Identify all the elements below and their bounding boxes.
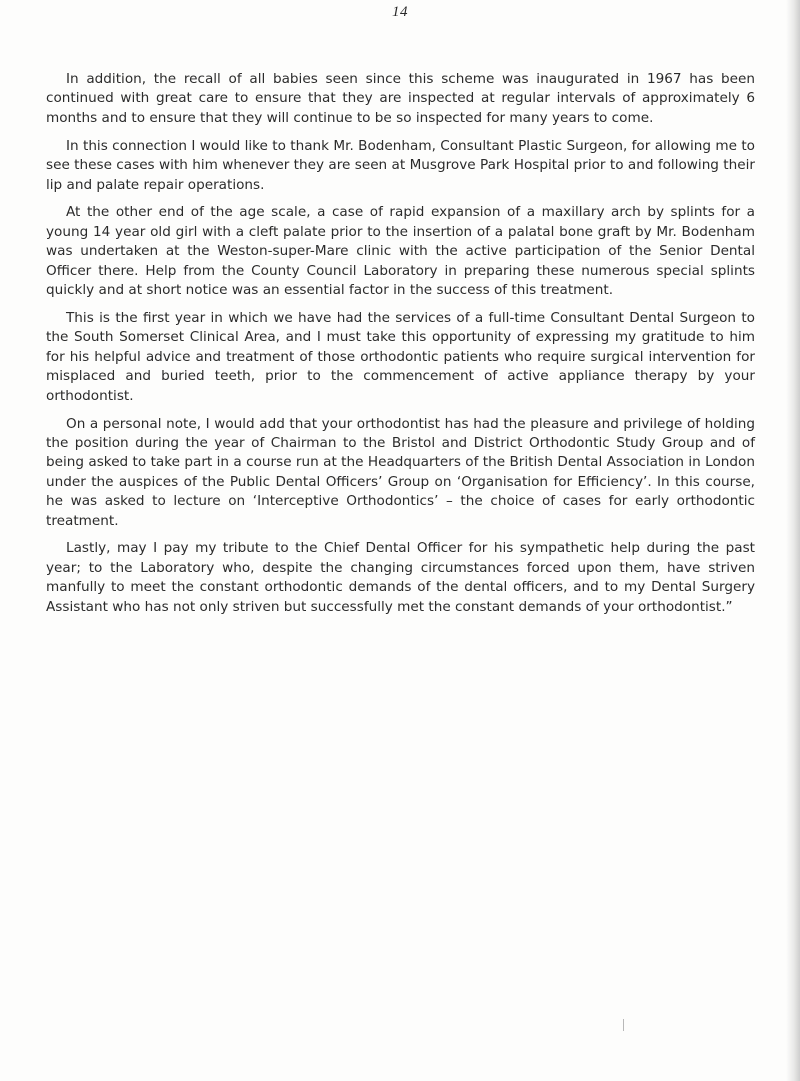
paragraph-thanks-bodenham: In this connection I would like to thank Mr. Bodenham, Consultant Plastic Surgeon, for allowing me to see these cases with him whenever they are seen at Musgrove Park Hospital prior to and following their lip and palate repair operations. (46, 137, 755, 193)
paragraph-recall-of-babies: In addition, the recall of all babies seen since this scheme was inaugurated in 1967 has been continued with great care to ensure that they are inspected at regular intervals of approximately 6 months and to ensure that they will continue to be so inspected for many years to come. (46, 71, 755, 126)
paragraph-personal-note: On a personal note, I would add that your orthodontist has had the pleasure and privilege of holding the position during the year of Chairman to the Bristol and District Orthodontic Study Group and of being asked to take part in a course run at the Headquarters of the British Dental Association in London under the auspices of the Public Dental Officers’ Group on ‘Organisation for Efficiency’. In this course, he was asked to lecture on ‘Interceptive Orthodontics’ – the choice of cases for early orthodontic treatment. (46, 415, 755, 529)
body-text (46, 70, 755, 626)
page-number: 14 (392, 4, 408, 20)
stray-mark (623, 1019, 624, 1031)
paragraph-maxillary-expansion: At the other end of the age scale, a case of rapid expansion of a maxillary arch by splints for a young 14 year old girl with a cleft palate prior to the insertion of a palatal bone graft by Mr. Bodenham was undertaken at the Weston-super-Mare clinic with the active participation of the Senior Dental Officer there. Help from the County Council Laboratory in preparing these numerous special splints quickly and at short notice was an essential factor in the success of this treatment. (46, 204, 755, 299)
page-edge-shadow (786, 0, 800, 1081)
paragraph-consultant-dental-surgeon: This is the first year in which we have had the services of a full-time Consultant Dental Surgeon to the South Somerset Clinical Area, and I must take this opportunity of expressing my gratitude to him for his helpful advice and treatment of those orthodontic patients who require surgical intervention for misplaced and buried teeth, prior to the commencement of active appliance therapy by your orthodontist. (46, 309, 755, 404)
paragraph-tribute: Lastly, may I pay my tribute to the Chief Dental Officer for his sympathetic help during the past year; to the Laboratory who, despite the changing circumstances forced upon them, have striven manfully to meet the constant orthodontic demands of the dental officers, and to my Dental Surgery Assistant who has not only striven but successfully met the constant demands of your orthodontist.” (46, 540, 755, 615)
